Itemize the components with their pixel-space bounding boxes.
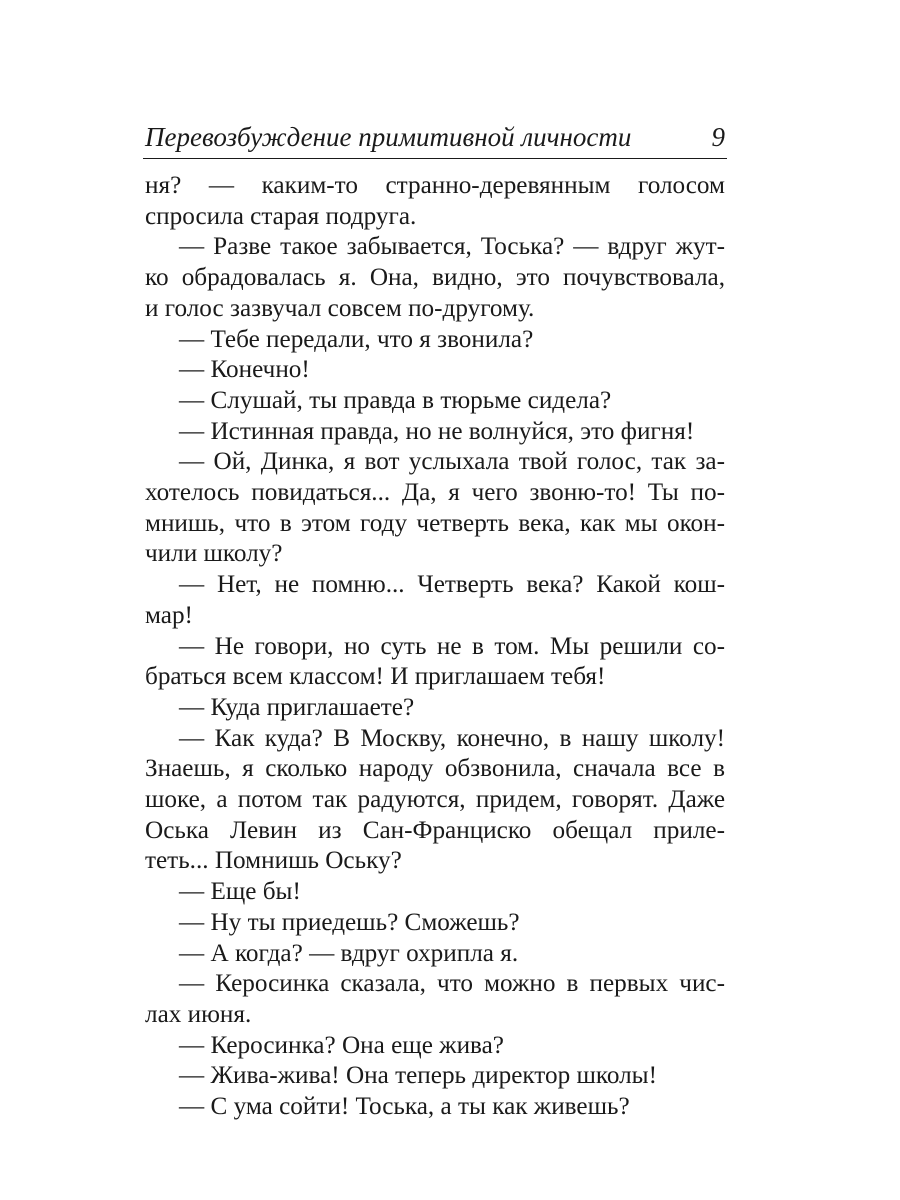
body-text bbox=[145, 171, 725, 1123]
text-line: Оська Левин из Сан-Франциско обещал приле- bbox=[145, 816, 725, 844]
running-header bbox=[143, 118, 727, 159]
text-line: мар! bbox=[145, 601, 193, 629]
text-line: — Керосинка сказала, что можно в первых чис- bbox=[179, 970, 725, 998]
text-line: теть... Помнишь Оську? bbox=[145, 847, 402, 875]
text-line: спросила старая подруга. bbox=[145, 202, 417, 230]
text-line: ко обрадовалась я. Она, видно, это почувствовала, bbox=[145, 264, 725, 292]
text-line: мнишь, что в этом году четверть века, как мы окон- bbox=[145, 509, 725, 537]
text-line: — Разве такое забывается, Тоська? — вдруг жут- bbox=[179, 233, 725, 261]
text-line: — Ой, Динка, я вот услыхала твой голос, так за- bbox=[179, 448, 725, 476]
text-line: — Тебе передали, что я звонила? bbox=[179, 325, 534, 353]
text-line: — Нет, не помню... Четверть века? Какой кош- bbox=[179, 571, 725, 599]
text-line: — Не говори, но суть не в том. Мы решили со- bbox=[179, 632, 725, 660]
text-line: — С ума сойти! Тоська, а ты как живешь? bbox=[179, 1093, 630, 1121]
text-line: — А когда? — вдруг охрипла я. bbox=[179, 939, 519, 967]
text-line: хотелось повидаться... Да, я чего звоню-то! Ты по- bbox=[145, 479, 725, 507]
running-header-title: Перевозбуждение примитивной личности bbox=[145, 122, 632, 152]
text-line: — Слушай, ты правда в тюрьме сидела? bbox=[179, 386, 612, 414]
text-line: — Еще бы! bbox=[179, 878, 301, 906]
text-line: Знаешь, я сколько народу обзвонила, сначала все в bbox=[145, 755, 725, 783]
text-line: — Истинная правда, но не волнуйся, это фигня! bbox=[179, 417, 695, 445]
text-line: чили школу? bbox=[145, 540, 283, 568]
text-line: — Как куда? В Москву, конечно, в нашу школу! bbox=[179, 724, 725, 752]
text-line: — Ну ты приедешь? Сможешь? bbox=[179, 908, 520, 936]
text-line: шоке, а потом так радуются, придем, говорят. Даже bbox=[145, 786, 725, 814]
text-line: браться всем классом! И приглашаем тебя! bbox=[145, 663, 606, 691]
text-line: — Куда приглашаете? bbox=[179, 693, 415, 721]
text-line: ня? — каким-то странно-деревянным голосом bbox=[145, 172, 725, 199]
text-line: и голос зазвучал совсем по-другому. bbox=[145, 294, 535, 322]
page-number: 9 bbox=[711, 122, 725, 152]
text-line: — Жива-жива! Она теперь директор школы! bbox=[179, 1062, 657, 1090]
text-line: — Керосинка? Она еще жива? bbox=[179, 1031, 504, 1059]
text-line: — Конечно! bbox=[179, 356, 310, 384]
text-line: лах июня. bbox=[145, 1000, 252, 1028]
